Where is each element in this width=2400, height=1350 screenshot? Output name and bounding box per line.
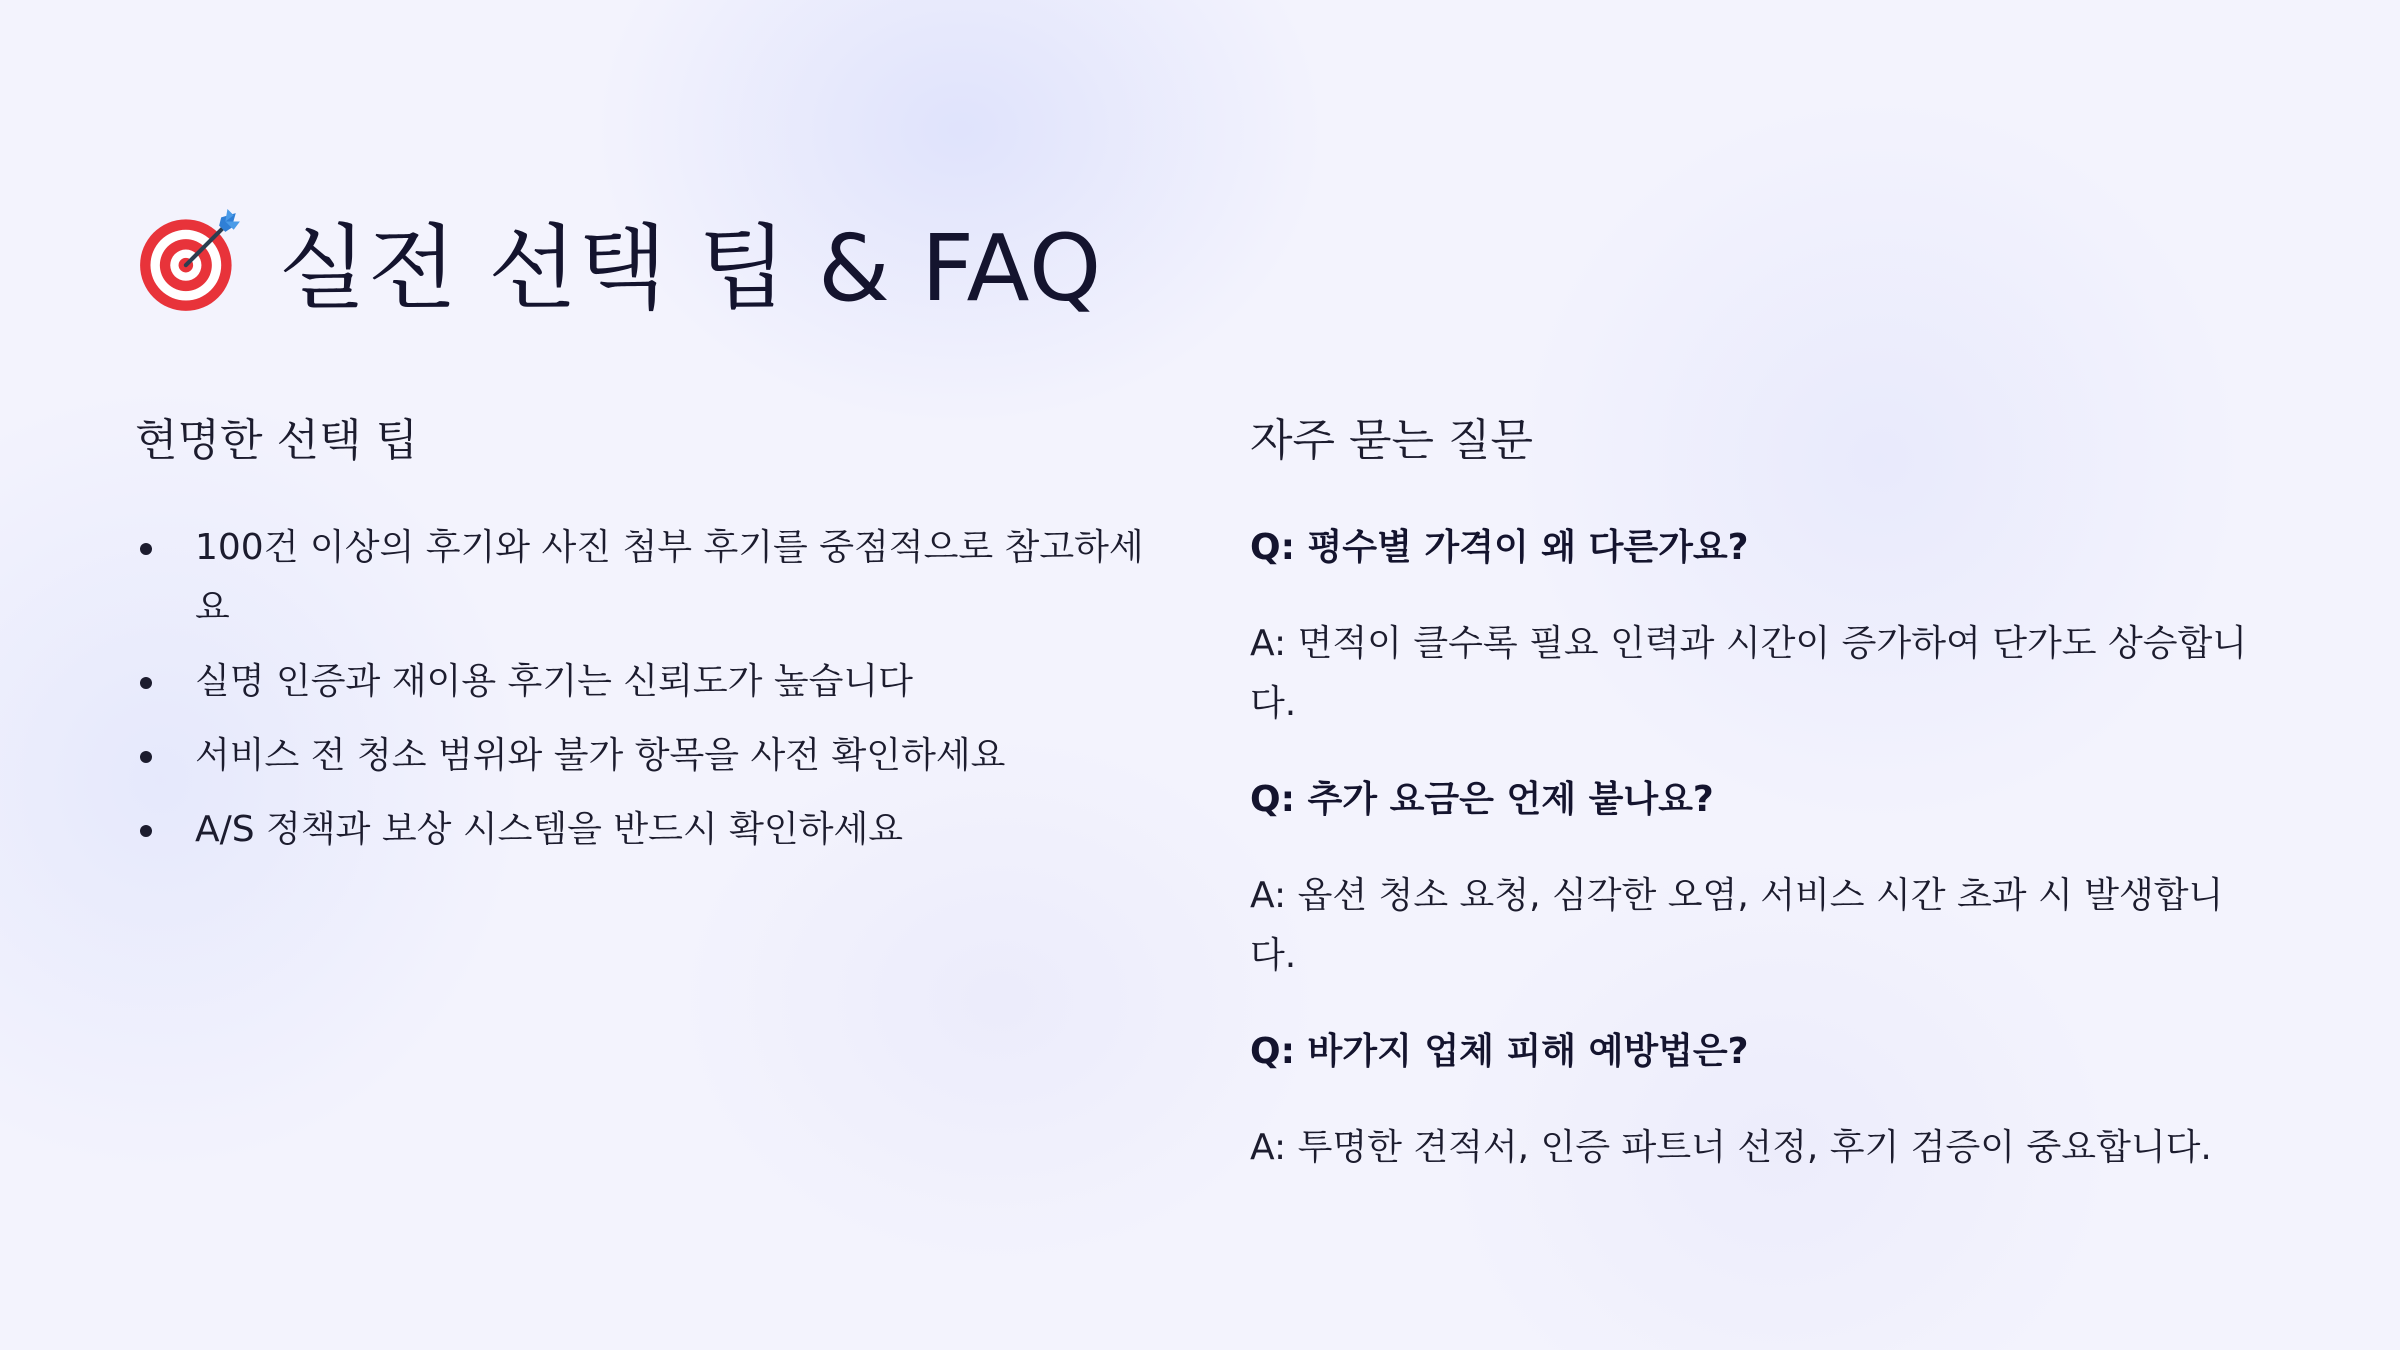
tip-text: A/S 정책과 보상 시스템을 반드시 확인하세요 [195, 809, 904, 850]
tip-text: 실명 인증과 재이용 후기는 신뢰도가 높습니다 [195, 661, 913, 702]
faq-answer: A: 면적이 클수록 필요 인력과 시간이 증가하여 단가도 상승합니다. [1250, 623, 2248, 724]
bullet-icon [140, 825, 152, 837]
tips-section [135, 400, 1155, 874]
tip-item [135, 726, 1155, 786]
bullet-icon [140, 677, 152, 689]
faq-question: Q: 바가지 업체 피해 예방법은? [1250, 1031, 1749, 1072]
faq-item [1250, 1022, 2260, 1178]
faq-answer: A: 옵션 청소 요청, 심각한 오염, 서비스 시간 초과 시 발생합니다. [1250, 875, 2224, 976]
tips-list [135, 518, 1155, 860]
faq-item [1250, 770, 2260, 986]
faq-item [1250, 518, 2260, 734]
faq-question: Q: 추가 요금은 언제 붙나요? [1250, 779, 1714, 820]
tip-text: 100건 이상의 후기와 사진 첨부 후기를 중점적으로 참고하세요 [195, 527, 1144, 628]
faq-question: Q: 평수별 가격이 왜 다른가요? [1250, 527, 1749, 568]
tip-item [135, 652, 1155, 712]
tips-heading: 현명한 선택 팁 [135, 415, 418, 466]
bullet-icon [140, 543, 152, 555]
tip-item [135, 518, 1155, 638]
slide-title [138, 196, 1102, 326]
faq-section [1250, 400, 2260, 1214]
tip-item [135, 800, 1155, 860]
target-dart-icon [138, 209, 242, 313]
bullet-icon [140, 751, 152, 763]
title-text: 실전 선택 팁 & FAQ [278, 215, 1103, 322]
faq-answer: A: 투명한 견적서, 인증 파트너 선정, 후기 검증이 중요합니다. [1250, 1127, 2212, 1168]
tip-text: 서비스 전 청소 범위와 불가 항목을 사전 확인하세요 [195, 735, 1006, 776]
faq-heading: 자주 묻는 질문 [1250, 415, 1533, 466]
